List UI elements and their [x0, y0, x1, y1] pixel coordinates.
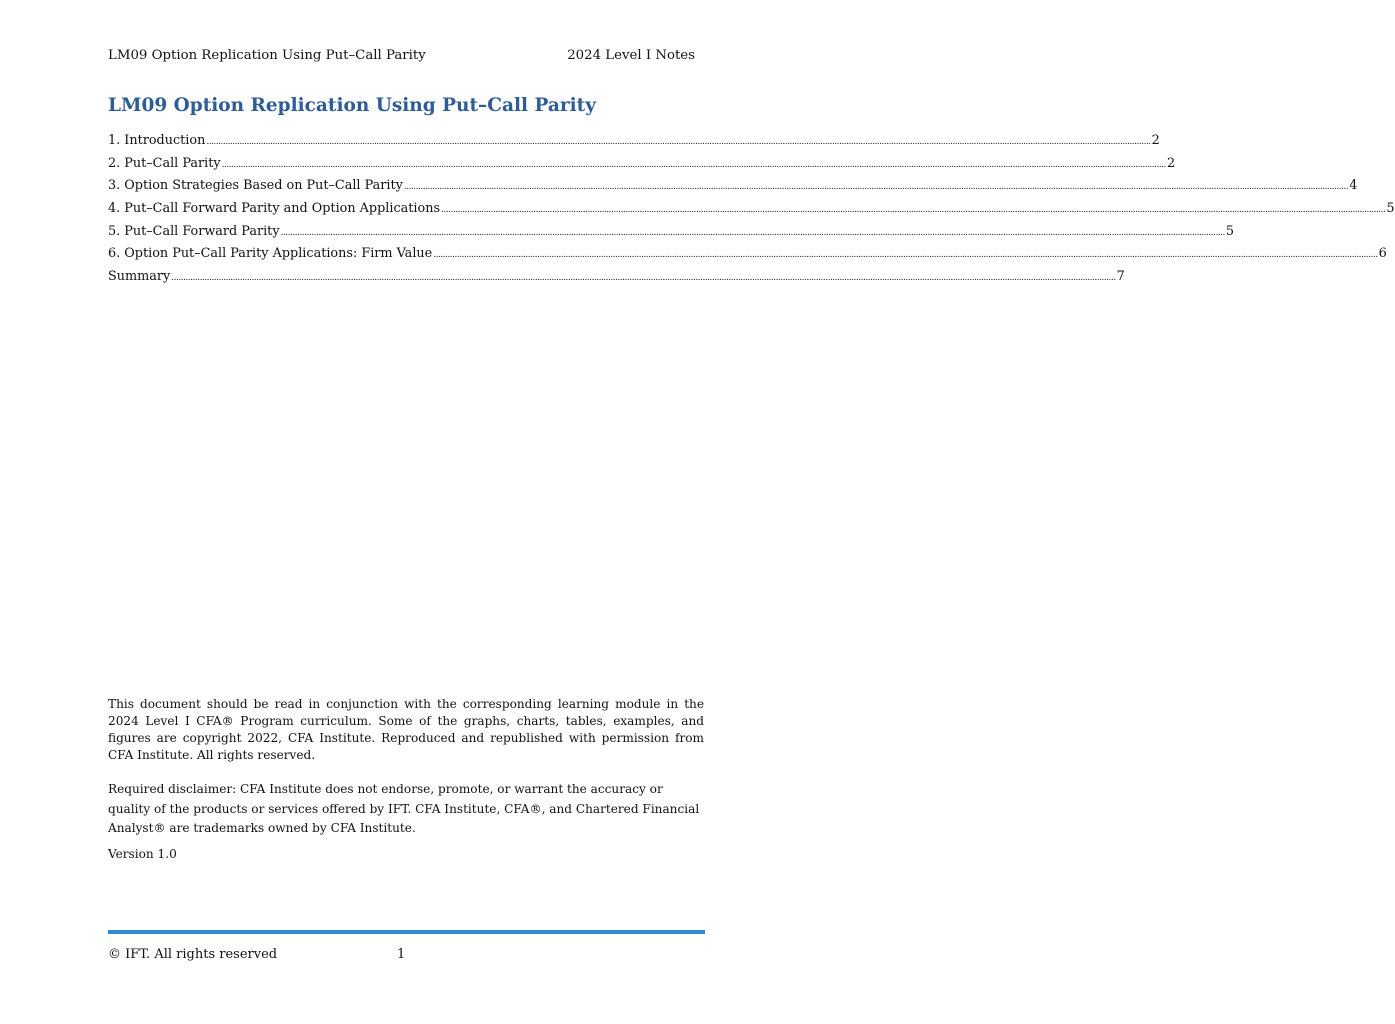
toc-dot-leader: ................................................................................................................................................................................................................................................................................................................................................................................................................: [441, 205, 1386, 216]
required-disclaimer: Required disclaimer: CFA Institute does not endorse, promote, or warrant the accuracy or quality of the products or services offered by IFT. CFA Institute, CFA®, and Chartered Financial Analyst® are trademarks owned by CFA Institute.: [108, 782, 700, 835]
version-label: Version 1.0: [108, 847, 177, 861]
footer-page-number: 1: [397, 947, 406, 962]
running-header: [108, 47, 695, 65]
toc-entry-page: 4: [1349, 178, 1358, 194]
toc-entry-label: 4. Put–Call Forward Parity and Option Applications: [108, 201, 441, 217]
toc-entry[interactable]: [108, 177, 1358, 200]
footer-divider: [108, 930, 705, 934]
toc-entry-page: 2: [1151, 133, 1160, 148]
header-right-text: 2024 Level I Notes: [567, 48, 695, 63]
toc-entry-label: 3. Option Strategies Based on Put–Call Parity: [108, 178, 403, 194]
toc-entry[interactable]: [108, 132, 1160, 155]
toc-entry[interactable]: [108, 155, 1176, 178]
toc-dot-leader: ................................................................................................................................................................................................................................................................................................................................................................................................................: [403, 182, 1349, 193]
toc-entry-label: Summary: [108, 269, 171, 285]
toc-entry[interactable]: [108, 268, 1125, 291]
toc-dot-leader: ................................................................................................................................................................................................................................................................................................................................................................................................................: [280, 227, 1225, 238]
toc-entry-page: 2: [1166, 155, 1176, 171]
toc-entry-page: 7: [1116, 269, 1125, 285]
toc-entry-label: 5. Put–Call Forward Parity: [108, 223, 280, 239]
toc-dot-leader: ................................................................................................................................................................................................................................................................................................................................................................................................................: [433, 250, 1378, 261]
toc-dot-leader: ................................................................................................................................................................................................................................................................................................................................................................................................................: [171, 273, 1116, 284]
toc-entry-page: 5: [1386, 201, 1395, 217]
curriculum-notice: This document should be read in conjunction with the corresponding learning module in the 2024 Level I CFA® Program curriculum. Some of the graphs, charts, tables, examples, and figures are copyright 2022, CFA Institute. Reproduced and republished with permission from CFA Institute. All rights reserved.: [108, 697, 704, 762]
toc-entry-page: 6: [1378, 246, 1387, 262]
table-of-contents: [108, 132, 1395, 291]
toc-entry-label: 1. Introduction: [108, 133, 206, 148]
document-title: LM09 Option Replication Using Put–Call Parity: [108, 95, 596, 116]
toc-entry[interactable]: [108, 245, 1387, 268]
toc-entry[interactable]: [108, 223, 1235, 246]
toc-entry-label: 2. Put–Call Parity: [108, 155, 221, 171]
footer-copyright: © IFT. All rights reserved: [108, 947, 278, 962]
header-left-text: LM09 Option Replication Using Put–Call Parity: [108, 48, 426, 63]
toc-dot-leader: ................................................................................................................................................................................................................................................................................................................................................................................................................: [221, 159, 1166, 170]
toc-dot-leader: ................................................................................................................................................................................................................................................................................................................................................................................................................: [206, 137, 1151, 147]
toc-entry-page: 5: [1225, 223, 1235, 239]
toc-entry[interactable]: [108, 200, 1395, 223]
toc-entry-label: 6. Option Put–Call Parity Applications: Firm Value: [108, 246, 433, 262]
